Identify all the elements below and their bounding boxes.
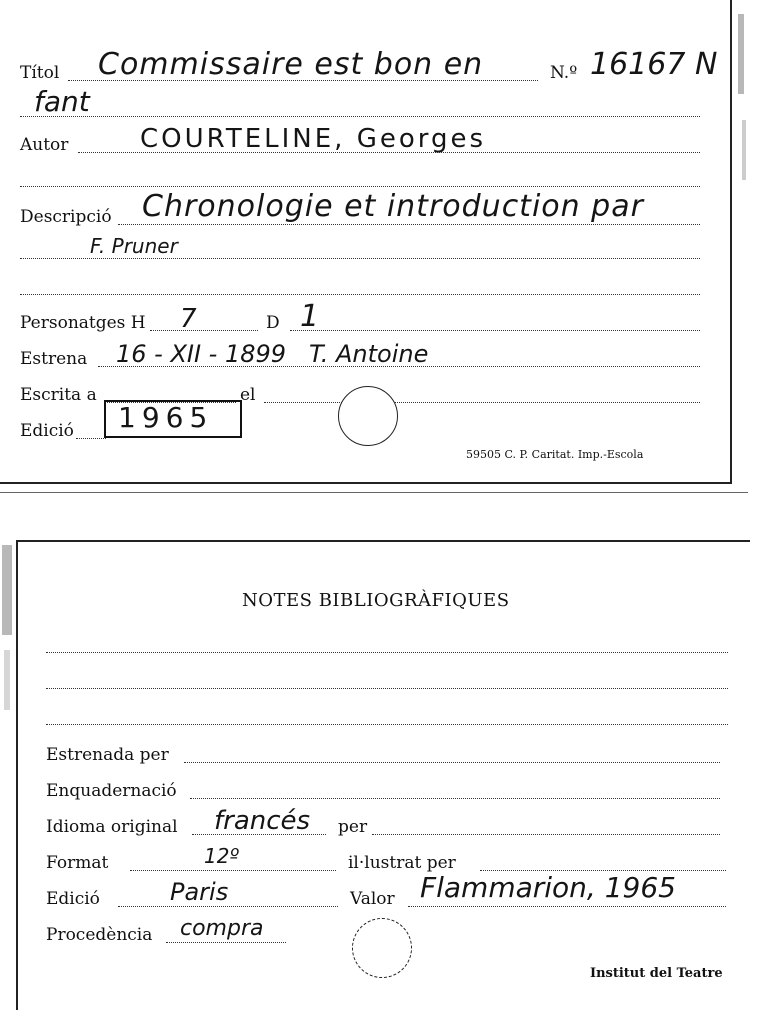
el-rule (264, 402, 700, 403)
enquadernacio-rule (190, 798, 720, 799)
titol-line2-rule (20, 116, 700, 117)
personatges-d-value: 1 (300, 299, 320, 334)
descripcio-label: Descripció (20, 207, 112, 227)
personatges-h-value: 7 (180, 304, 197, 334)
per-label: per (338, 817, 368, 837)
estrena-label: Estrena (20, 349, 88, 369)
idioma-value: francés (214, 806, 311, 836)
personatges-d-rule (290, 330, 700, 331)
notes-heading: NOTES BIBLIOGRÀFIQUES (242, 590, 510, 611)
edicio-rule (76, 438, 106, 439)
notes-rule-3 (46, 724, 728, 725)
descripcio-value-line2: F. Pruner (90, 234, 178, 258)
edicio-back-label: Edició (46, 889, 100, 909)
autor-value: COURTELINE, Georges (140, 124, 487, 154)
notes-rule-2 (46, 688, 728, 689)
descripcio-rule (118, 224, 700, 225)
num-label: N.º (550, 63, 578, 83)
el-label: el (240, 385, 256, 405)
titol-value: Commissaire est bon en (98, 47, 484, 82)
autor-line2-rule (20, 186, 700, 187)
autor-label: Autor (20, 135, 69, 155)
scan-edge-right (742, 120, 746, 180)
escrita-label: Escrita a (20, 385, 97, 405)
scan-edge-left-2 (4, 650, 10, 710)
personatges-d-label: D (266, 313, 280, 333)
scan-edge-left (2, 545, 12, 635)
stamp-circle (338, 386, 398, 446)
titol-label: Títol (20, 63, 60, 83)
estrenada-rule (184, 762, 720, 763)
format-value: 12º (204, 844, 239, 868)
scan-edge-top-right (738, 14, 744, 94)
estrenada-label: Estrenada per (46, 745, 169, 765)
procedencia-value: compra (180, 916, 264, 941)
format-rule (130, 870, 336, 871)
edicio-label: Edició (20, 421, 74, 441)
personatges-label: Personatges H (20, 313, 146, 333)
institution-name: Institut del Teatre (590, 966, 723, 981)
enquadernacio-label: Enquadernació (46, 781, 177, 801)
valor-value: Flammarion, 1965 (420, 871, 676, 904)
stamp-circle-back (352, 918, 412, 978)
valor-label: Valor (350, 889, 395, 909)
descripcio-value: Chronologie et introduction par (142, 189, 644, 224)
printer-imprint: 59505 C. P. Caritat. Imp.-Escola (466, 448, 644, 461)
per-rule (372, 834, 720, 835)
format-label: Format (46, 853, 109, 873)
descripcio-line3-rule (20, 294, 700, 295)
personatges-h-rule (150, 330, 258, 331)
valor-rule (408, 906, 726, 907)
estrena-value: 16 - XII - 1899 T. Antoine (116, 340, 429, 368)
idioma-label: Idioma original (46, 817, 178, 837)
edicio-back-rule (118, 906, 338, 907)
illustrat-label: il·lustrat per (348, 853, 456, 873)
procedencia-rule (166, 942, 286, 943)
notes-rule-1 (46, 652, 728, 653)
procedencia-label: Procedència (46, 925, 153, 945)
edicio-value: 1965 (118, 401, 214, 434)
num-value: 16167 N (590, 47, 718, 82)
titol-value-line2: fant (34, 85, 90, 118)
separator-line (0, 492, 748, 493)
edicio-back-value: Paris (170, 878, 229, 906)
descripcio-line2-rule (20, 258, 700, 259)
